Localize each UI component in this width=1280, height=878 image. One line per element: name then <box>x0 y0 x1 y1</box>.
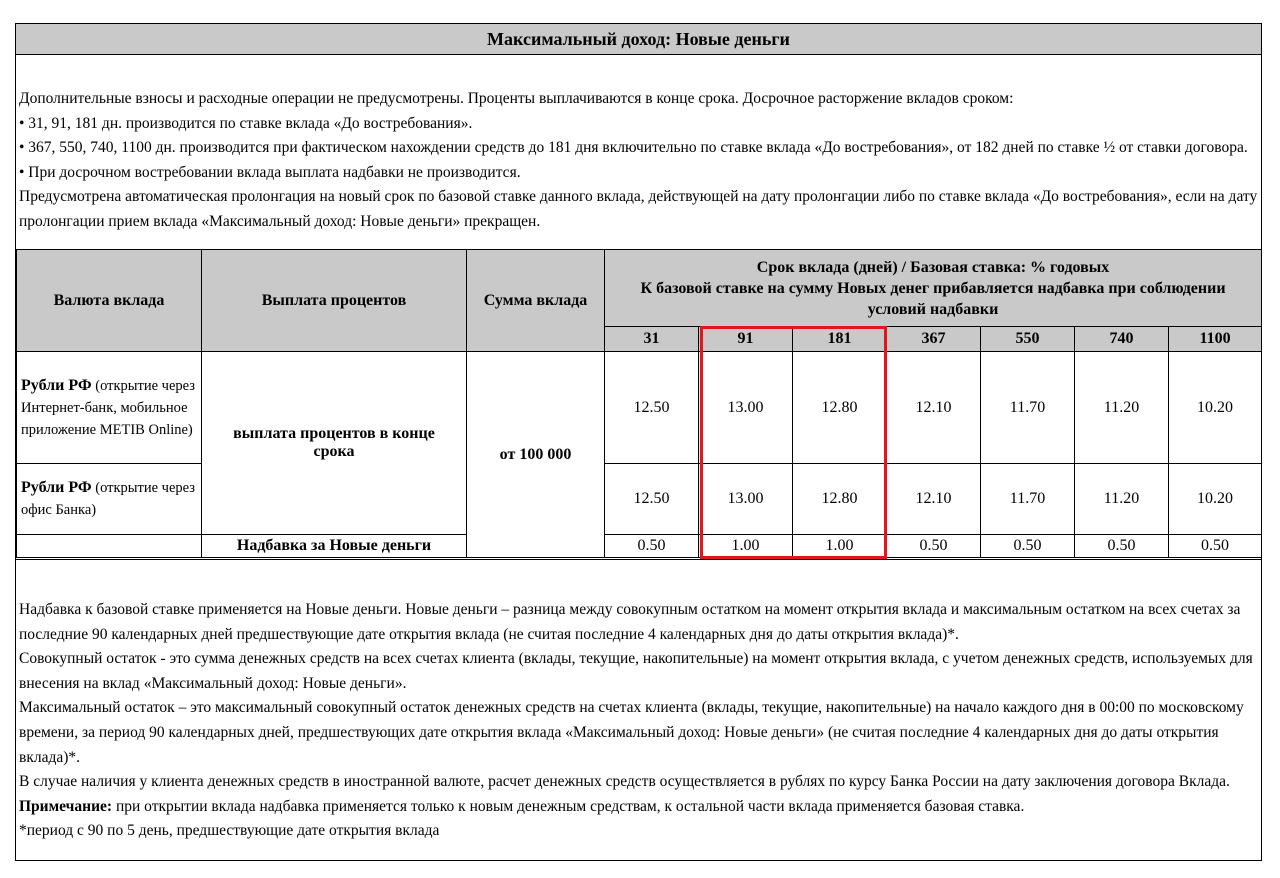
row1-rate-31: 12.50 <box>605 352 699 464</box>
document-title: Максимальный доход: Новые деньги <box>16 24 1261 55</box>
note-remark-text: при открытии вклада надбавка применяется только к новым денежным средствам, к остальной части вклада применяется базовая ставка. <box>112 797 1025 815</box>
row1-rate-181: 12.80 <box>793 352 887 464</box>
header-terms-line1: Срок вклада (дней) / Базовая ставка: % годовых <box>756 258 1110 276</box>
bonus-rate-1100: 0.50 <box>1169 535 1262 558</box>
note-footnote: *период с 90 по 5 день, предшествующие дате открытия вклада <box>19 822 440 840</box>
intro-section <box>16 55 1261 253</box>
note-new-money: Надбавка к базовой ставке применяется на Новые деньги. Новые деньги – разница между совокупным остатком на момент открытия вклада и максимальным остатком на всех счетах за последние 90 календарных дней предшествующие дате открытия вклада (не считая последние 4 календарных дня до даты открытия вклада)*. <box>19 601 1241 643</box>
row1-rate-550: 11.70 <box>981 352 1075 464</box>
intro-bullet-short-terms: • 31, 91, 181 дн. производится по ставке вклада «До востребования». <box>19 114 473 132</box>
bonus-rate-740: 0.50 <box>1075 535 1169 558</box>
row2-currency-name: Рубли РФ <box>21 479 92 496</box>
row1-rate-367: 12.10 <box>887 352 981 464</box>
intro-bullet-bonus: • При досрочном востребовании вклада выплата надбавки не производится. <box>19 163 521 181</box>
header-terms <box>605 250 1262 327</box>
row1-rate-1100: 10.20 <box>1169 352 1262 464</box>
term-31: 31 <box>605 327 699 352</box>
header-amount: Сумма вклада <box>467 250 605 352</box>
note-total-balance: Совокупный остаток - это сумма денежных средств на всех счетах клиента (вклады, текущие, накопительные) на момент открытия вклада, с учетом денежных средств, используемых для внесения на вклад «Максимальный доход: Новые деньги». <box>19 650 1253 692</box>
term-1100: 1100 <box>1169 327 1262 352</box>
header-currency: Валюта вклада <box>17 250 202 352</box>
term-181: 181 <box>793 327 887 352</box>
payout-value <box>202 352 467 535</box>
payout-value-text: выплата процентов в конце срока <box>233 425 435 460</box>
bonus-rate-31: 0.50 <box>605 535 699 558</box>
bonus-rate-91: 1.00 <box>699 535 793 558</box>
note-remark-label: Примечание: <box>19 797 113 815</box>
rates-table <box>16 249 1262 558</box>
note-max-balance: Максимальный остаток – это максимальный совокупный остаток денежных средств на счетах клиента (вклады, текущие, накопительные) на начало каждого дня в 00:00 по московскому времени, за период 90 календарных дней, предшествующих дате открытия вклада «Максимальный доход: Новые деньги» (не считая последние 4 календарных дня до даты открытия вклада)*. <box>19 699 1244 766</box>
row1-currency-note: (открытие через Интернет-банк, мобильное приложение МЕТІВ Online) <box>21 377 195 438</box>
amount-value-text: от 100 000 <box>499 445 572 463</box>
row2-currency <box>17 464 202 535</box>
header-terms-line2: К базовой ставке на сумму Новых денег прибавляется надбавка при соблюдении условий надбавки <box>640 279 1226 318</box>
amount-value <box>467 352 605 558</box>
row1-rate-740: 11.20 <box>1075 352 1169 464</box>
row2-rate-31: 12.50 <box>605 464 699 535</box>
bonus-label: Надбавка за Новые деньги <box>202 535 467 558</box>
intro-paragraph: Дополнительные взносы и расходные операции не предусмотрены. Проценты выплачиваются в конце срока. Досрочное расторжение вкладов сроком: <box>19 90 1014 107</box>
row2-rate-1100: 10.20 <box>1169 464 1262 535</box>
header-payout: Выплата процентов <box>202 250 467 352</box>
row2-rate-740: 11.20 <box>1075 464 1169 535</box>
row1-rate-91: 13.00 <box>699 352 793 464</box>
row2-rate-181: 12.80 <box>793 464 887 535</box>
intro-prolongation: Предусмотрена автоматическая пролонгация на новый срок по базовой ставке данного вклада, действующей на дату пролонгации либо по ставке вклада «До востребования», если на дату пролонгации прием вклада «Максимальный доход: Новые деньги» прекращен. <box>19 188 1258 230</box>
term-740: 740 <box>1075 327 1169 352</box>
intro-bullet-long-terms: • 367, 550, 740, 1100 дн. производится при фактическом нахождении средств до 181 дня включительно по ставке вклада «До востребования», от 182 дней по ставке ½ от ставки договора. <box>19 139 1248 157</box>
row2-rate-550: 11.70 <box>981 464 1075 535</box>
note-foreign-currency: В случае наличия у клиента денежных средств в иностранной валюте, расчет денежных средств осуществляется в рублях по курсу Банка России на дату заключения договора Вклада. <box>19 773 1230 791</box>
term-91: 91 <box>699 327 793 352</box>
row2-currency-note: (открытие через офис Банка) <box>21 480 195 518</box>
notes-section <box>16 559 1261 844</box>
bonus-rate-550: 0.50 <box>981 535 1075 558</box>
row1-currency-name: Рубли РФ <box>21 376 92 394</box>
deposit-terms-document <box>15 23 1262 861</box>
bonus-rate-181: 1.00 <box>793 535 887 558</box>
bonus-empty-cell <box>17 535 202 558</box>
bonus-rate-367: 0.50 <box>887 535 981 558</box>
term-550: 550 <box>981 327 1075 352</box>
row2-rate-91: 13.00 <box>699 464 793 535</box>
row2-rate-367: 12.10 <box>887 464 981 535</box>
term-367: 367 <box>887 327 981 352</box>
row1-currency <box>17 352 202 464</box>
note-remark <box>19 795 1259 820</box>
